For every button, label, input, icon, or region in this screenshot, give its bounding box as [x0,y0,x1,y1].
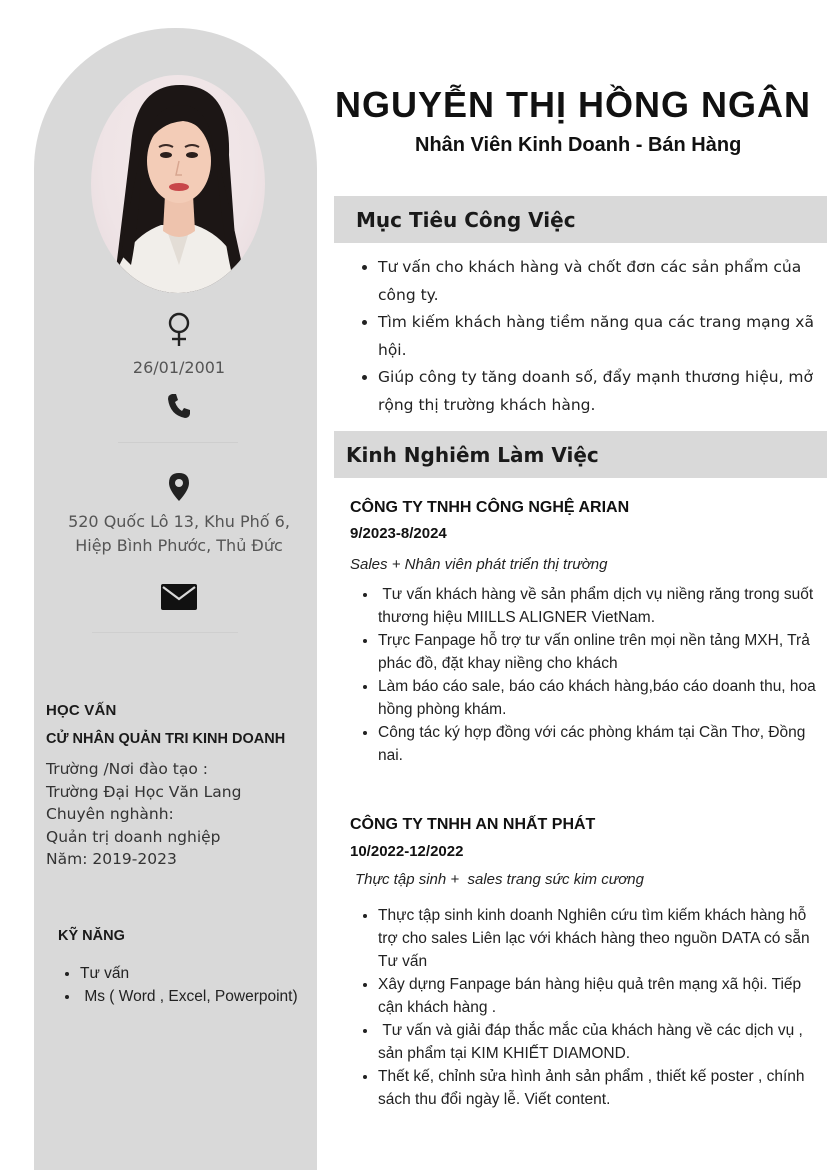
address [34,510,324,558]
education-line: Quản trị doanh nghiệp [46,827,221,846]
job-role: Thực tập sinh + sales trang sức kim cương [355,871,644,888]
objective-item: • Giúp công ty tăng doanh số, đẩy mạnh thương hiệu, mở rộng thị trường khách hàng. [378,364,828,419]
objectives-header [334,196,827,243]
education-degree: CỬ NHÂN QUẢN TRI KINH DOANH [46,731,286,747]
job-role: Sales + Nhân viên phát triển thị trường [350,556,608,573]
education-line: Trường /Nơi đào tạo : [46,760,208,778]
duty-item: • Tư vấn khách hàng về sản phẩm dịch vụ niềng răng trong suốt thương hiệu MIILLS ALIGNER VietNam. [378,583,818,629]
company-name: CÔNG TY TNHH AN NHẤT PHÁT [350,816,596,833]
female-icon [34,311,324,347]
job-period: 10/2022-12/2022 [350,843,464,860]
phone-number-placeholder [118,442,238,443]
job-duties [356,904,818,1111]
education-line: Năm: 2019-2023 [46,850,177,868]
job-title: Nhân Viên Kinh Doanh - Bán Hàng [415,134,742,156]
skills-list [58,963,308,1008]
skills-title: KỸ NĂNG [58,928,125,944]
email-placeholder [92,632,238,633]
skills-section [58,928,308,1008]
job-period: 9/2023-8/2024 [350,525,447,542]
phone-icon [34,393,324,419]
education-title: HỌC VẤN [46,702,117,719]
address-line-2: Hiệp Bình Phước, Thủ Đức [75,536,283,555]
objective-item: • Tư vấn cho khách hàng và chốt đơn các sản phẩm của công ty. [378,254,828,309]
candidate-name: NGUYỄN THỊ HỒNG NGÂN [335,84,812,125]
objective-item: • Tìm kiếm khách hàng tiềm năng qua các trang mạng xã hội. [378,309,828,364]
date-of-birth: 26/01/2001 [132,358,226,377]
experience-header [334,431,827,478]
education-section [46,702,316,871]
experience-title: Kinh Nghiêm Làm Việc [346,442,599,467]
duty-item: • Thết kế, chỉnh sửa hình ảnh sản phẩm , thiết kế poster , chính sách thu đổi ngày lễ. Viết content. [378,1065,818,1111]
duty-item: • Tư vấn và giải đáp thắc mắc của khách hàng về các dịch vụ , sản phẩm tại KIM KHIẾT DIAMOND. [378,1019,818,1065]
skill-item: • Ms ( Word , Excel, Powerpoint) [80,986,308,1009]
skill-item: • Tư vấn [80,963,308,986]
education-line: Trường Đại Học Văn Lang [46,782,242,801]
job-duties [356,583,818,767]
education-line: Chuyên nghành: [46,805,174,823]
profile-photo [91,75,265,293]
company-name: CÔNG TY TNHH CÔNG NGHỆ ARIAN [350,499,630,516]
duty-item: • Xây dựng Fanpage bán hàng hiệu quả trên mạng xã hội. Tiếp cận khách hàng . [378,973,818,1019]
mail-icon [34,584,324,610]
duty-item: • Trực Fanpage hỗ trợ tư vấn online trên mọi nền tảng MXH, Trả phác đồ, đặt khay niềng cho khách [378,629,818,675]
duty-item: • Thực tập sinh kinh doanh Nghiên cứu tìm kiếm khách hàng hỗ trợ cho sales Liên lạc với khách hàng theo nguồn DATA có sẵn Tư vấn [378,904,818,973]
address-line-1: 520 Quốc Lô 13, Khu Phố 6, [68,512,290,531]
location-pin-icon [34,472,324,502]
duty-item: • Công tác ký hợp đồng với các phòng khám tại Cần Thơ, Đồng nai. [378,721,818,767]
duty-item: • Làm báo cáo sale, báo cáo khách hàng,báo cáo doanh thu, hoa hồng phòng khám. [378,675,818,721]
objectives-title: Mục Tiêu Công Việc [356,207,576,232]
objectives-list [356,254,828,419]
